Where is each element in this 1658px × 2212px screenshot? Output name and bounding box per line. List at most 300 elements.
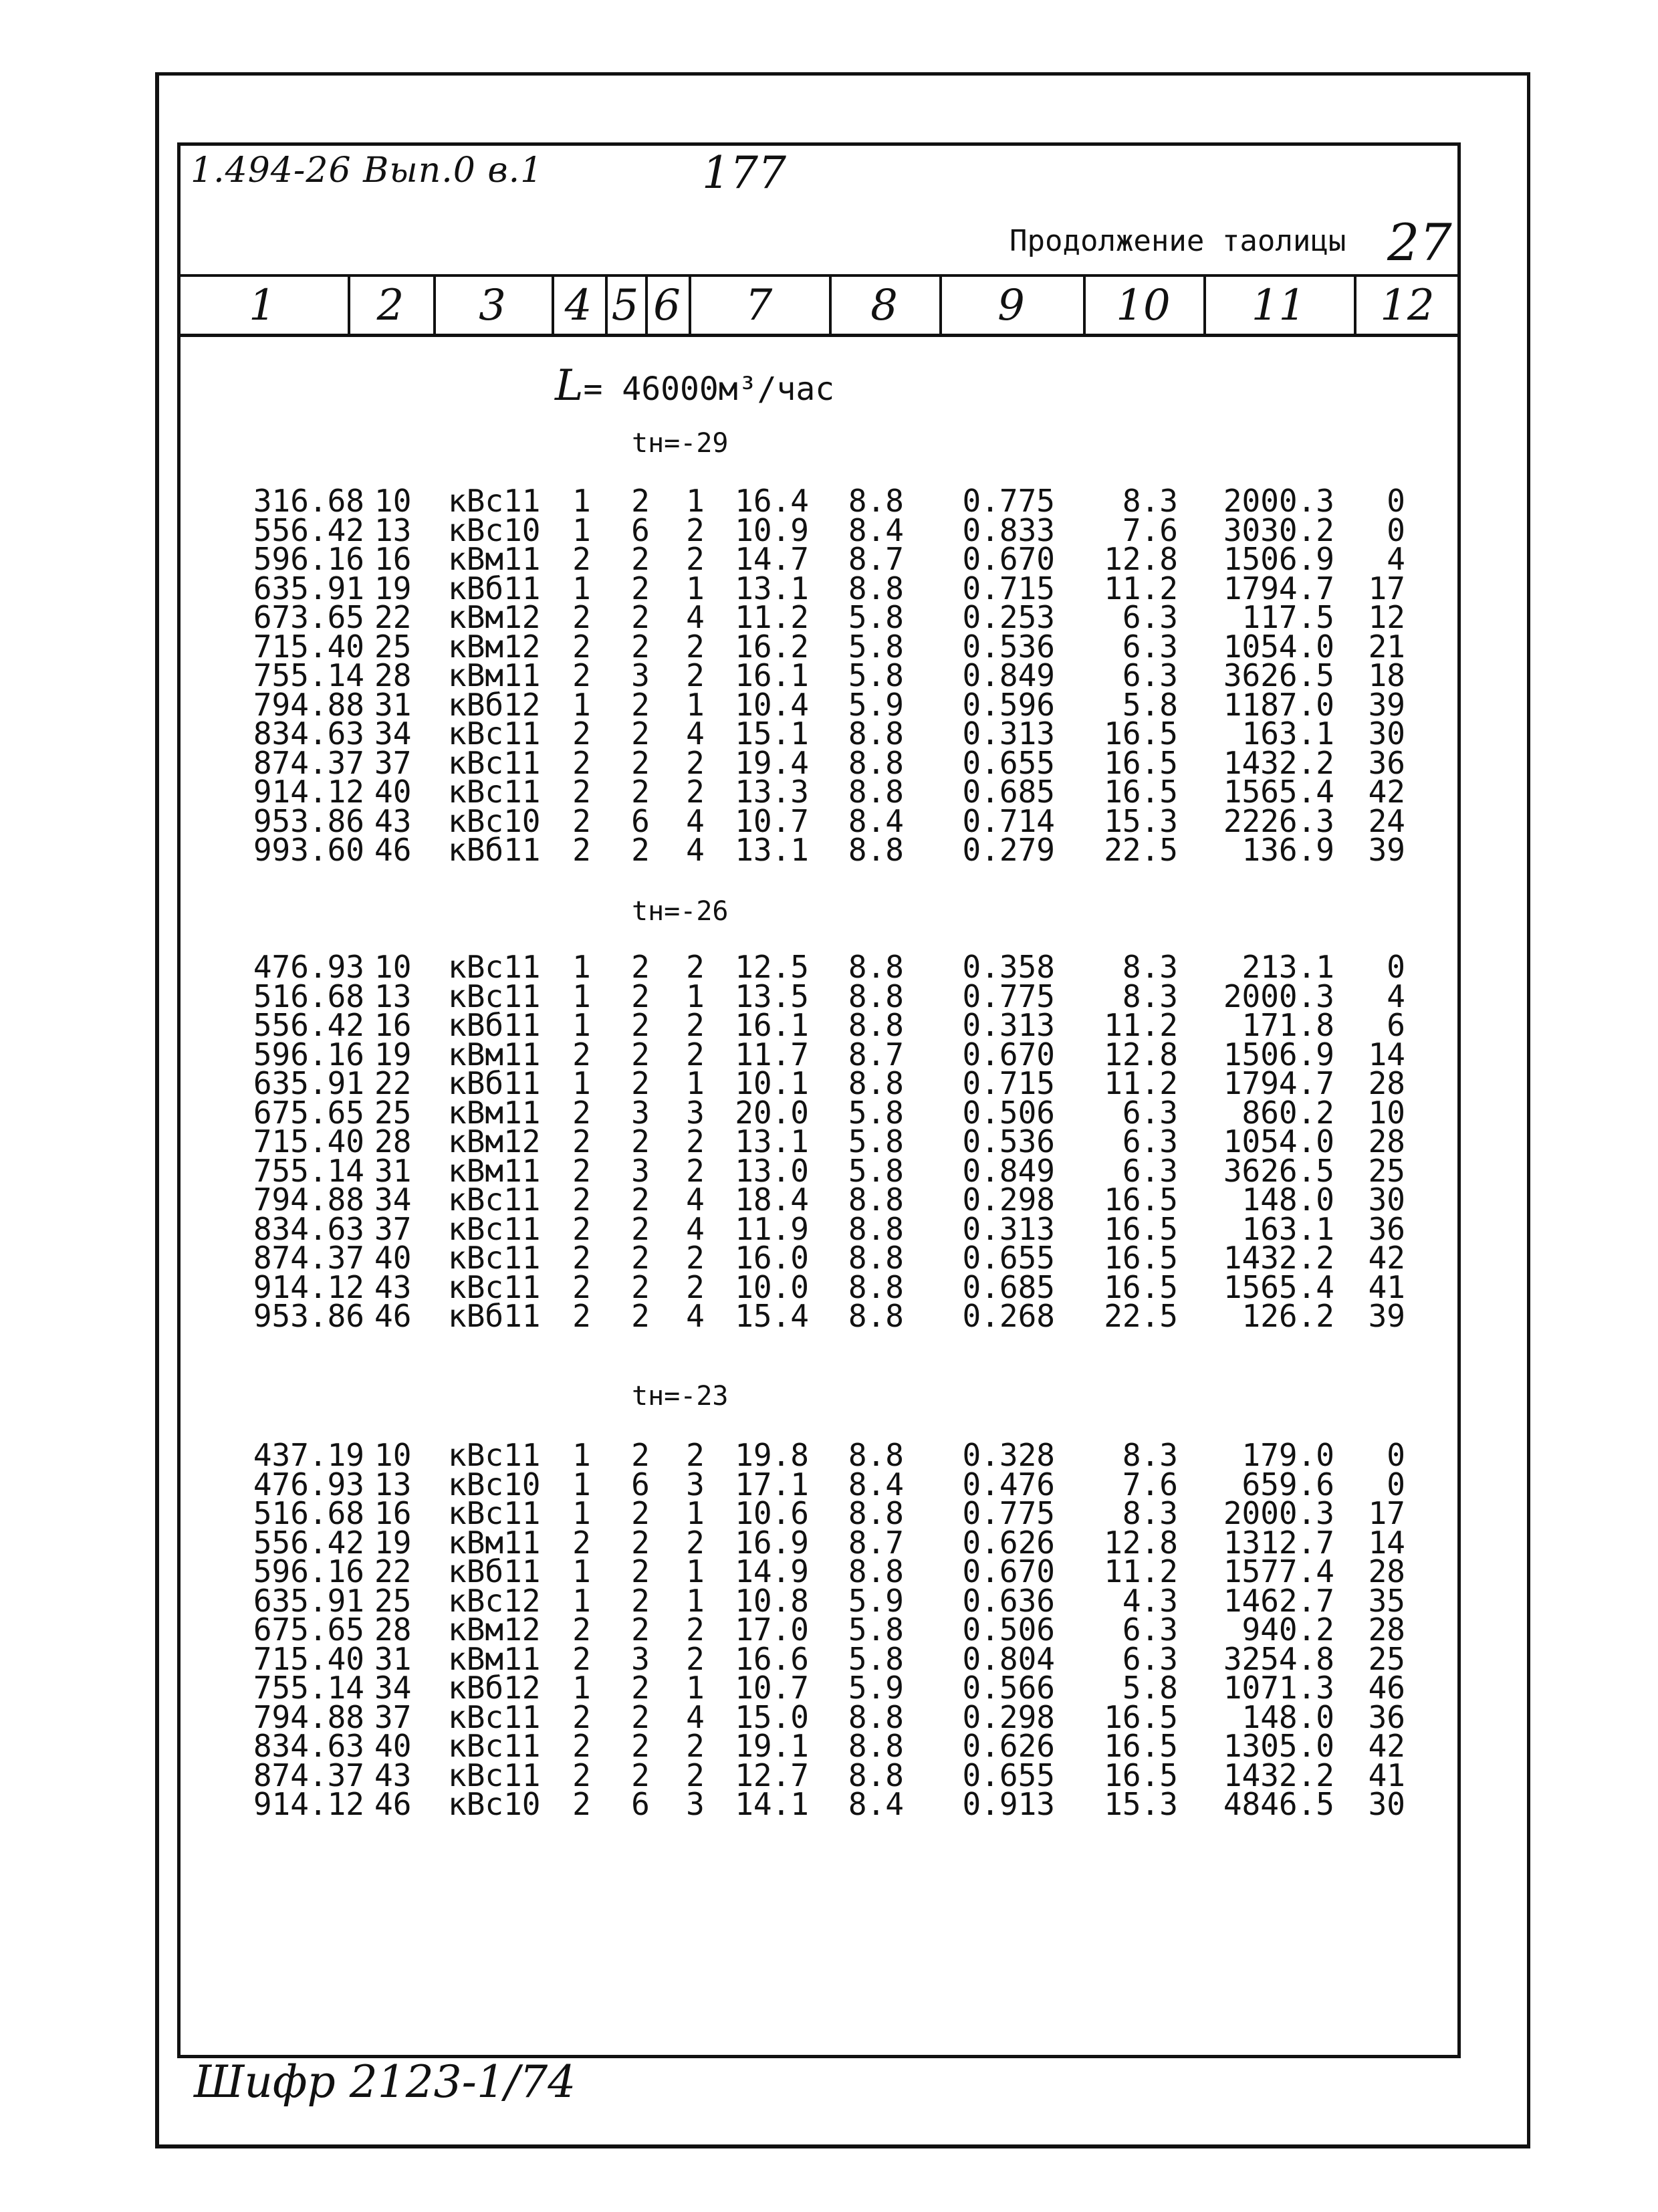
- cell-col-4: 1: [572, 949, 591, 985]
- cell-col-1: 755.14: [253, 657, 364, 693]
- cell-col-1: 673.65: [253, 599, 364, 635]
- cell-col-5: 2: [631, 1698, 650, 1735]
- table-row: [177, 1437, 1461, 1473]
- cell-col-1: 675.65: [253, 1094, 364, 1131]
- cell-col-6: 4: [686, 1298, 705, 1334]
- cell-col-6: 1: [686, 570, 705, 606]
- cell-col-1: 635.91: [253, 1065, 364, 1101]
- column-separator: [939, 277, 942, 334]
- cell-col-3: кВс11: [448, 1757, 541, 1793]
- cell-col-6: 2: [686, 744, 705, 781]
- cell-col-6: 4: [686, 599, 705, 635]
- column-separator: [1203, 277, 1206, 334]
- cell-col-4: 1: [572, 1007, 591, 1043]
- cell-col-7: 15.4: [735, 1298, 809, 1334]
- table-row: [177, 1495, 1461, 1531]
- cell-col-2: 31: [374, 686, 412, 723]
- cell-col-3: кВм12: [448, 1612, 541, 1648]
- cell-col-8: 8.8: [848, 483, 904, 519]
- cell-col-5: 2: [631, 1298, 650, 1334]
- flow-rate-label: [555, 361, 834, 411]
- cell-col-10: 12.8: [1104, 1524, 1178, 1561]
- cell-col-11: 1305.0: [1223, 1728, 1334, 1764]
- cell-col-2: 34: [374, 1182, 412, 1218]
- cell-col-10: 6.3: [1122, 628, 1178, 665]
- cell-col-6: 4: [686, 802, 705, 839]
- cell-col-9: 0.714: [962, 802, 1055, 839]
- cell-col-5: 2: [631, 1036, 650, 1073]
- cell-col-5: 2: [631, 1612, 650, 1648]
- cell-col-10: 16.5: [1104, 1268, 1178, 1305]
- cell-col-3: кВм12: [448, 628, 541, 665]
- cell-col-2: 40: [374, 1240, 412, 1276]
- cell-col-8: 8.8: [848, 1698, 904, 1735]
- cell-col-9: 0.506: [962, 1612, 1055, 1648]
- cell-col-8: 8.8: [848, 1728, 904, 1764]
- cell-col-5: 3: [631, 1152, 650, 1189]
- column-number-7: 7: [745, 280, 773, 330]
- cell-col-1: 556.42: [253, 1524, 364, 1561]
- cell-col-5: 2: [631, 1123, 650, 1159]
- cell-col-8: 8.8: [848, 1065, 904, 1101]
- cell-col-6: 2: [686, 657, 705, 693]
- cell-col-12: 41: [1368, 1268, 1405, 1305]
- cell-col-5: 2: [631, 1670, 650, 1706]
- cell-col-4: 1: [572, 1466, 591, 1503]
- cell-col-8: 8.7: [848, 541, 904, 577]
- cell-col-9: 0.298: [962, 1182, 1055, 1218]
- cell-col-3: кВм11: [448, 1640, 541, 1677]
- cell-col-11: 148.0: [1241, 1182, 1334, 1218]
- cell-col-7: 10.8: [735, 1582, 809, 1619]
- cell-col-8: 8.8: [848, 1298, 904, 1334]
- cell-col-12: 39: [1368, 686, 1405, 723]
- cell-col-2: 10: [374, 949, 412, 985]
- cell-col-4: 2: [572, 1640, 591, 1677]
- cell-col-2: 16: [374, 1007, 412, 1043]
- cell-col-4: 2: [572, 1612, 591, 1648]
- cell-col-3: кВс11: [448, 715, 541, 752]
- cell-col-9: 0.655: [962, 744, 1055, 781]
- cell-col-12: 0: [1387, 512, 1405, 548]
- cell-col-12: 12: [1368, 599, 1405, 635]
- cell-col-3: кВс11: [448, 949, 541, 985]
- cell-col-5: 2: [631, 483, 650, 519]
- cell-col-9: 0.313: [962, 1007, 1055, 1043]
- cell-col-12: 28: [1368, 1065, 1405, 1101]
- cell-col-3: кВб11: [448, 1553, 541, 1589]
- document-code: 1.494-26 Вып.0 в.1: [191, 150, 544, 191]
- cell-col-6: 1: [686, 1582, 705, 1619]
- cell-col-8: 8.8: [848, 1182, 904, 1218]
- table-row: [177, 1007, 1461, 1043]
- cell-col-7: 10.4: [735, 686, 809, 723]
- cell-col-6: 2: [686, 512, 705, 548]
- cell-col-12: 14: [1368, 1524, 1405, 1561]
- cell-col-2: 22: [374, 599, 412, 635]
- cell-col-11: 2000.3: [1223, 1495, 1334, 1531]
- cell-col-4: 2: [572, 1268, 591, 1305]
- cell-col-1: 437.19: [253, 1437, 364, 1473]
- cell-col-11: 659.6: [1241, 1466, 1334, 1503]
- cell-col-3: кВс11: [448, 774, 541, 810]
- cell-col-2: 28: [374, 1612, 412, 1648]
- cell-col-7: 18.4: [735, 1182, 809, 1218]
- cell-col-5: 2: [631, 1582, 650, 1619]
- cell-col-5: 3: [631, 657, 650, 693]
- cell-col-5: 2: [631, 1210, 650, 1247]
- cell-col-12: 42: [1368, 774, 1405, 810]
- column-separator: [689, 277, 691, 334]
- cell-col-4: 2: [572, 774, 591, 810]
- cell-col-3: кВм12: [448, 599, 541, 635]
- cell-col-11: 117.5: [1241, 599, 1334, 635]
- cell-col-4: 2: [572, 1786, 591, 1822]
- cell-col-7: 11.2: [735, 599, 809, 635]
- cell-col-8: 8.8: [848, 715, 904, 752]
- cell-col-12: 10: [1368, 1094, 1405, 1131]
- column-number-5: 5: [611, 280, 639, 330]
- cell-col-6: 2: [686, 1612, 705, 1648]
- column-number-4: 4: [564, 280, 592, 330]
- column-separator: [433, 277, 436, 334]
- cell-col-4: 1: [572, 1670, 591, 1706]
- cell-col-11: 1506.9: [1223, 541, 1334, 577]
- cell-col-4: 2: [572, 1298, 591, 1334]
- cell-col-11: 126.2: [1241, 1298, 1334, 1334]
- cell-col-10: 4.3: [1122, 1582, 1178, 1619]
- cell-col-12: 6: [1387, 1007, 1405, 1043]
- cell-col-5: 2: [631, 832, 650, 868]
- cell-col-1: 476.93: [253, 1466, 364, 1503]
- cell-col-2: 43: [374, 802, 412, 839]
- cell-col-11: 2000.3: [1223, 978, 1334, 1014]
- cell-col-10: 8.3: [1122, 483, 1178, 519]
- cell-col-7: 16.1: [735, 657, 809, 693]
- cell-col-10: 6.3: [1122, 657, 1178, 693]
- cell-col-2: 13: [374, 978, 412, 1014]
- cell-col-4: 2: [572, 1210, 591, 1247]
- table-row: [177, 657, 1461, 693]
- cell-col-12: 0: [1387, 949, 1405, 985]
- cell-col-10: 11.2: [1104, 570, 1178, 606]
- cell-col-7: 15.0: [735, 1698, 809, 1735]
- cell-col-9: 0.506: [962, 1094, 1055, 1131]
- cell-col-10: 11.2: [1104, 1007, 1178, 1043]
- cell-col-9: 0.313: [962, 715, 1055, 752]
- cell-col-8: 8.4: [848, 512, 904, 548]
- cell-col-7: 13.1: [735, 1123, 809, 1159]
- cell-col-2: 40: [374, 774, 412, 810]
- cell-col-9: 0.476: [962, 1466, 1055, 1503]
- cell-col-6: 1: [686, 483, 705, 519]
- column-separator: [552, 277, 554, 334]
- column-separator: [1354, 277, 1356, 334]
- cell-col-10: 16.5: [1104, 1757, 1178, 1793]
- table-row: [177, 1728, 1461, 1764]
- cell-col-12: 17: [1368, 570, 1405, 606]
- cell-col-8: 8.8: [848, 1495, 904, 1531]
- cell-col-10: 16.5: [1104, 1210, 1178, 1247]
- cell-col-5: 3: [631, 1094, 650, 1131]
- cell-col-9: 0.715: [962, 1065, 1055, 1101]
- cell-col-3: кВс10: [448, 512, 541, 548]
- cell-col-10: 6.3: [1122, 1094, 1178, 1131]
- cell-col-7: 10.0: [735, 1268, 809, 1305]
- cell-col-8: 5.8: [848, 1123, 904, 1159]
- cell-col-12: 24: [1368, 802, 1405, 839]
- cell-col-7: 19.8: [735, 1437, 809, 1473]
- cell-col-5: 2: [631, 1007, 650, 1043]
- cell-col-8: 8.7: [848, 1524, 904, 1561]
- section-label: tн=-29: [632, 428, 729, 459]
- cell-col-6: 3: [686, 1466, 705, 1503]
- cell-col-9: 0.685: [962, 1268, 1055, 1305]
- cell-col-2: 10: [374, 483, 412, 519]
- cell-col-8: 5.8: [848, 1612, 904, 1648]
- cell-col-10: 7.6: [1122, 512, 1178, 548]
- cell-col-9: 0.268: [962, 1298, 1055, 1334]
- cell-col-2: 37: [374, 1698, 412, 1735]
- table-row: [177, 599, 1461, 635]
- cell-col-3: кВб11: [448, 1065, 541, 1101]
- cell-col-9: 0.670: [962, 1036, 1055, 1073]
- cell-col-7: 16.2: [735, 628, 809, 665]
- cell-col-10: 8.3: [1122, 978, 1178, 1014]
- cell-col-3: кВб11: [448, 1298, 541, 1334]
- column-number-6: 6: [653, 280, 681, 330]
- cell-col-1: 476.93: [253, 949, 364, 985]
- cell-col-10: 6.3: [1122, 1640, 1178, 1677]
- continuation-label: Продолжение таолицы: [1010, 224, 1346, 258]
- column-separator: [605, 277, 608, 334]
- cell-col-6: 4: [686, 715, 705, 752]
- cell-col-2: 28: [374, 1123, 412, 1159]
- cell-col-2: 40: [374, 1728, 412, 1764]
- cell-col-9: 0.715: [962, 570, 1055, 606]
- cell-col-1: 596.16: [253, 541, 364, 577]
- cell-col-11: 1312.7: [1223, 1524, 1334, 1561]
- column-number-row: [177, 277, 1461, 337]
- cell-col-2: 16: [374, 541, 412, 577]
- cell-col-9: 0.636: [962, 1582, 1055, 1619]
- cell-col-4: 2: [572, 832, 591, 868]
- cell-col-6: 4: [686, 1182, 705, 1218]
- cell-col-2: 22: [374, 1553, 412, 1589]
- cell-col-3: кВс11: [448, 1698, 541, 1735]
- cell-col-10: 22.5: [1104, 832, 1178, 868]
- cell-col-1: 834.63: [253, 715, 364, 752]
- cell-col-9: 0.536: [962, 1123, 1055, 1159]
- cell-col-9: 0.626: [962, 1728, 1055, 1764]
- cell-col-1: 635.91: [253, 570, 364, 606]
- cell-col-8: 8.8: [848, 744, 904, 781]
- cell-col-3: кВм11: [448, 1036, 541, 1073]
- cell-col-12: 18: [1368, 657, 1405, 693]
- cell-col-8: 5.9: [848, 1670, 904, 1706]
- cell-col-12: 42: [1368, 1240, 1405, 1276]
- cell-col-3: кВс12: [448, 1582, 541, 1619]
- cell-col-1: 715.40: [253, 1123, 364, 1159]
- cell-col-11: 1054.0: [1223, 1123, 1334, 1159]
- cell-col-7: 17.0: [735, 1612, 809, 1648]
- cell-col-10: 5.8: [1122, 686, 1178, 723]
- cell-col-5: 6: [631, 512, 650, 548]
- cell-col-5: 2: [631, 715, 650, 752]
- cell-col-11: 1577.4: [1223, 1553, 1334, 1589]
- cell-col-12: 42: [1368, 1728, 1405, 1764]
- cell-col-12: 28: [1368, 1612, 1405, 1648]
- cell-col-1: 794.88: [253, 1698, 364, 1735]
- cell-col-7: 16.0: [735, 1240, 809, 1276]
- cell-col-2: 37: [374, 1210, 412, 1247]
- cell-col-10: 16.5: [1104, 1698, 1178, 1735]
- cell-col-2: 46: [374, 832, 412, 868]
- cell-col-7: 15.1: [735, 715, 809, 752]
- table-row: [177, 949, 1461, 985]
- cell-col-1: 794.88: [253, 1182, 364, 1218]
- cell-col-11: 136.9: [1241, 832, 1334, 868]
- column-number-12: 12: [1380, 280, 1435, 330]
- cell-col-10: 5.8: [1122, 1670, 1178, 1706]
- flow-value: = 46000м³/час: [583, 370, 835, 408]
- cell-col-3: кВм11: [448, 1094, 541, 1131]
- cell-col-2: 46: [374, 1786, 412, 1822]
- cell-col-7: 10.6: [735, 1495, 809, 1531]
- cell-col-2: 31: [374, 1640, 412, 1677]
- cell-col-8: 8.8: [848, 949, 904, 985]
- cell-col-3: кВб11: [448, 1007, 541, 1043]
- cell-col-10: 22.5: [1104, 1298, 1178, 1334]
- cell-col-5: 6: [631, 1786, 650, 1822]
- cell-col-5: 2: [631, 978, 650, 1014]
- cell-col-12: 36: [1368, 744, 1405, 781]
- cell-col-7: 16.4: [735, 483, 809, 519]
- cell-col-4: 2: [572, 744, 591, 781]
- flow-symbol: L: [555, 361, 584, 411]
- cell-col-4: 2: [572, 1757, 591, 1793]
- cell-col-3: кВс11: [448, 1437, 541, 1473]
- cell-col-3: кВб11: [448, 832, 541, 868]
- cell-col-12: 28: [1368, 1123, 1405, 1159]
- cell-col-4: 2: [572, 657, 591, 693]
- cell-col-8: 8.8: [848, 774, 904, 810]
- cell-col-11: 1565.4: [1223, 774, 1334, 810]
- cell-col-6: 2: [686, 1152, 705, 1189]
- cell-col-7: 10.7: [735, 1670, 809, 1706]
- cell-col-7: 13.0: [735, 1152, 809, 1189]
- cell-col-4: 2: [572, 1524, 591, 1561]
- cell-col-6: 1: [686, 1065, 705, 1101]
- cell-col-1: 834.63: [253, 1728, 364, 1764]
- cell-col-3: кВс11: [448, 744, 541, 781]
- cell-col-8: 8.8: [848, 1210, 904, 1247]
- cell-col-11: 2226.3: [1223, 802, 1334, 839]
- cell-col-12: 35: [1368, 1582, 1405, 1619]
- cell-col-9: 0.626: [962, 1524, 1055, 1561]
- cell-col-3: кВс11: [448, 1210, 541, 1247]
- cell-col-11: 1432.2: [1223, 1240, 1334, 1276]
- cell-col-9: 0.358: [962, 949, 1055, 985]
- cell-col-6: 1: [686, 686, 705, 723]
- cell-col-11: 4846.5: [1223, 1786, 1334, 1822]
- cell-col-11: 940.2: [1241, 1612, 1334, 1648]
- cell-col-9: 0.298: [962, 1698, 1055, 1735]
- cell-col-10: 6.3: [1122, 1612, 1178, 1648]
- cell-col-12: 30: [1368, 1786, 1405, 1822]
- cell-col-12: 17: [1368, 1495, 1405, 1531]
- cell-col-1: 914.12: [253, 1786, 364, 1822]
- cell-col-11: 163.1: [1241, 715, 1334, 752]
- cell-col-8: 8.8: [848, 1007, 904, 1043]
- cell-col-10: 11.2: [1104, 1553, 1178, 1589]
- cell-col-4: 1: [572, 1582, 591, 1619]
- cell-col-7: 16.9: [735, 1524, 809, 1561]
- cell-col-4: 2: [572, 1036, 591, 1073]
- cell-col-2: 25: [374, 1094, 412, 1131]
- cell-col-11: 3626.5: [1223, 657, 1334, 693]
- cell-col-12: 36: [1368, 1210, 1405, 1247]
- cell-col-12: 39: [1368, 1298, 1405, 1334]
- cell-col-4: 2: [572, 1123, 591, 1159]
- cell-col-7: 19.1: [735, 1728, 809, 1764]
- cell-col-2: 46: [374, 1298, 412, 1334]
- cell-col-4: 1: [572, 570, 591, 606]
- cell-col-8: 5.9: [848, 1582, 904, 1619]
- table-row: [177, 483, 1461, 519]
- cell-col-11: 3030.2: [1223, 512, 1334, 548]
- table-row: [177, 541, 1461, 577]
- cell-col-12: 14: [1368, 1036, 1405, 1073]
- cell-col-12: 28: [1368, 1553, 1405, 1589]
- cell-col-9: 0.775: [962, 483, 1055, 519]
- cell-col-1: 715.40: [253, 1640, 364, 1677]
- cell-col-5: 2: [631, 1437, 650, 1473]
- cell-col-5: 2: [631, 1182, 650, 1218]
- cell-col-2: 19: [374, 570, 412, 606]
- cell-col-9: 0.279: [962, 832, 1055, 868]
- cell-col-10: 11.2: [1104, 1065, 1178, 1101]
- column-separator: [645, 277, 648, 334]
- cell-col-8: 5.8: [848, 1640, 904, 1677]
- cell-col-11: 1187.0: [1223, 686, 1334, 723]
- cell-col-10: 6.3: [1122, 1123, 1178, 1159]
- cell-col-7: 16.1: [735, 1007, 809, 1043]
- cell-col-11: 179.0: [1241, 1437, 1334, 1473]
- cell-col-11: 1054.0: [1223, 628, 1334, 665]
- cell-col-10: 16.5: [1104, 715, 1178, 752]
- cell-col-8: 5.8: [848, 657, 904, 693]
- cell-col-8: 5.8: [848, 628, 904, 665]
- cell-col-4: 1: [572, 483, 591, 519]
- cell-col-9: 0.833: [962, 512, 1055, 548]
- cell-col-1: 675.65: [253, 1612, 364, 1648]
- cell-col-4: 1: [572, 1495, 591, 1531]
- cell-col-11: 860.2: [1241, 1094, 1334, 1131]
- cell-col-10: 16.5: [1104, 1240, 1178, 1276]
- cell-col-5: 2: [631, 628, 650, 665]
- cell-col-1: 556.42: [253, 1007, 364, 1043]
- cell-col-2: 13: [374, 512, 412, 548]
- cell-col-4: 2: [572, 802, 591, 839]
- cell-col-5: 2: [631, 1240, 650, 1276]
- cell-col-12: 30: [1368, 715, 1405, 752]
- cell-col-6: 2: [686, 1437, 705, 1473]
- cell-col-5: 3: [631, 1640, 650, 1677]
- cell-col-7: 17.1: [735, 1466, 809, 1503]
- cell-col-9: 0.566: [962, 1670, 1055, 1706]
- cell-col-1: 755.14: [253, 1670, 364, 1706]
